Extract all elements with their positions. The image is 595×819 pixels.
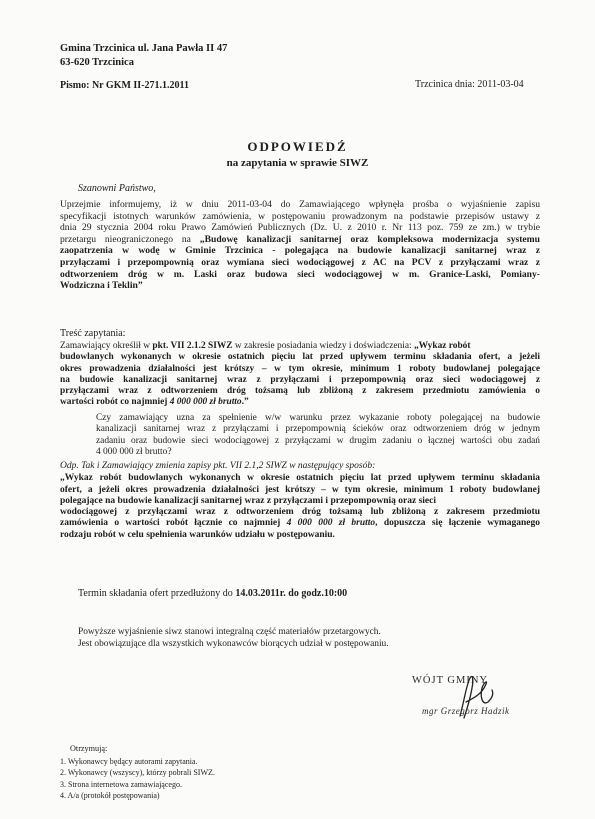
question-text: w zakresie posiadania wiedzy i doświadczenia: <box>232 341 414 351</box>
sender-line-1: Gmina Trzcinica ul. Jana Pawła II 47 <box>60 43 228 54</box>
question-line: okres prowadzenia działalności jest krótszy – w tym okresie, minimum 1 roboty budowlanej polegające <box>60 363 540 374</box>
sender-line-2: 63-620 Trzcinica <box>60 57 134 68</box>
answer-line: „Wykaz robót budowlanych wykonanych w okresie ostatnich pięciu lat przed upływem terminu składania <box>60 473 540 484</box>
question-text: „Wykaz robót <box>413 341 471 351</box>
question-body-line: kanalizacji sanitarnej wraz z przyłączami i przepompownią ścieków oraz odtworzeniem dróg w jednym <box>96 424 540 435</box>
answer-line: ofert, a jeżeli okres prowadzenia działalności jest krótszy – w tym okresie, minimum 1 roboty budowlanej <box>60 484 540 495</box>
answer-text: , dopuszcza się łączenie wymaganego <box>375 518 540 529</box>
sender-address <box>60 42 227 70</box>
recipient-item: 1. Wykonawcy będący autorami zapytania. <box>60 757 198 766</box>
question-text: .” <box>241 397 249 408</box>
deadline-value: 14.03.2011r. do godz.10:00 <box>235 588 348 599</box>
question-paragraph <box>60 341 540 409</box>
document-date: Trzcinica dnia: 2011-03-04 <box>415 79 524 90</box>
intro-line: dnia 29 stycznia 2004 roku Prawo Zamówień Publicznych (Dz. U. z 2010 r. Nr 113 poz. 759 ze zm.) w trybie <box>60 222 540 234</box>
amount: 4 000 000 zł brutto <box>286 518 376 529</box>
question-body-line: Czy zamawiający uzna za spełnienie w/w warunku przez wykazanie roboty polegającej na budowie <box>96 413 540 423</box>
intro-line: Wodziczna i Teklin” <box>60 280 143 292</box>
stamp-title: WÓJT GMINY <box>412 675 489 686</box>
answer-line <box>60 518 540 529</box>
question-text: wartości robót co najmniej <box>60 397 170 408</box>
signature-icon <box>436 672 526 722</box>
recipients-list <box>60 756 215 801</box>
salutation: Szanowni Państwo, <box>78 183 156 194</box>
question-text: Zamawiający określił w <box>60 341 153 351</box>
stamp-name: mgr Grzegorz Hadzik <box>422 706 510 716</box>
question-label: Treść zapytania: <box>60 328 126 339</box>
recipient-item: 2. Wykonawcy (wszyscy), którzy pobrali SIWZ. <box>60 768 215 778</box>
deadline-text: Termin składania ofert przedłużony do <box>78 588 236 599</box>
closing-line: Powyższe wyjaśnienie siwz stanowi integralną część materiałów przetargowych. <box>78 627 381 637</box>
question-line: przyłączami wraz z odtworzeniem dróg tożsamą lub zbliżoną z zakresem przedmiotu zamówienia o <box>60 386 540 397</box>
closing-note <box>78 627 389 650</box>
question-line: na budowie kanalizacji sanitarnej wraz z przyłączami i przepompownią oraz sieci wodociągowej z <box>60 374 540 385</box>
intro-line <box>60 234 540 246</box>
answer-line: polegające na budowie kanalizacji sanitarnej wraz z przyłączami i przepompownią oraz sieci <box>60 495 436 506</box>
question-line <box>60 397 540 408</box>
intro-line: przyłączami i przepompownią oraz wymiana sieci wodociągowej z AC na PCV z przyłączami wraz z <box>60 256 540 268</box>
intro-line: Uprzejmie informujemy, iż w dniu 2011-03-04 do Zamawiającego wpłynęła prośba o wyjaśnienie zapisu <box>60 199 540 210</box>
answer-paragraph <box>60 461 540 541</box>
intro-paragraph <box>60 199 540 292</box>
siwz-point: pkt. VII 2.1.2 SIWZ <box>152 341 233 351</box>
question-body <box>96 413 540 458</box>
document-subtitle: na zapytania w sprawie SIWZ <box>226 157 369 169</box>
question-line <box>60 341 540 352</box>
recipient-item: 3. Strona internetowa zamawiającego. <box>60 779 182 789</box>
answer-line: wodociągowej z przyłączami wraz z odtworzeniem dróg tożsamą lub zbliżoną z zakresem przedmiotu <box>60 507 540 518</box>
intro-line: zaopatrzenia w wodę w Gminie Trzcinica - polegająca na budowie kanalizacji sanitarnej wraz z <box>60 245 540 257</box>
recipients-label: Otrzymują: <box>70 744 108 753</box>
document-title: ODPOWIEDŹ <box>247 139 348 154</box>
question-line: budowlanych wykonanych w okresie ostatnich pięciu lat przed upływem terminu składania ofert, a jeżeli <box>60 352 540 363</box>
answer-line: rodzaju robót w celu spełnienia warunków udziału w postępowaniu. <box>60 529 335 540</box>
intro-text: przetargu nieograniczonego na <box>60 233 200 245</box>
reference-number: Pismo: Nr GKM II-271.1.2011 <box>60 80 189 91</box>
question-body-line: 4 000 000 zł brutto? <box>96 446 172 457</box>
intro-line: odtworzeniem dróg w m. Laski oraz budowa sieci wodociągowej w m. Granice-Laski, Pomiany- <box>60 268 540 280</box>
deadline-line <box>78 588 347 599</box>
answer-text: zamówienia o wartości robót łącznie co najmniej <box>60 518 287 529</box>
question-body-line: zadaniu oraz budowie sieci wodociągowej z przyłączami w drugim zadaniu o łącznej wartości obu zadań <box>96 435 540 446</box>
answer-intro: Odp. Tak i Zamawiający zmienia zapisy pkt. VII 2.1,2 SIWZ w następujący sposób: <box>60 461 376 471</box>
project-name: „Budowę kanalizacji sanitarnej oraz kompleksowa modernizacja systemu <box>199 233 540 245</box>
recipient-item: 4. A/a (protokół postępowania) <box>60 790 160 800</box>
closing-line: Jest obowiązujące dla wszystkich wykonawców biorących udział w postępowaniu. <box>78 638 389 649</box>
intro-line: specyfikacji istotnych warunków zamówienia, w postępowaniu prowadzonym na podstawie przepisów ustawy z <box>60 210 540 222</box>
amount: 4 000 000 zł brutto <box>169 397 242 408</box>
